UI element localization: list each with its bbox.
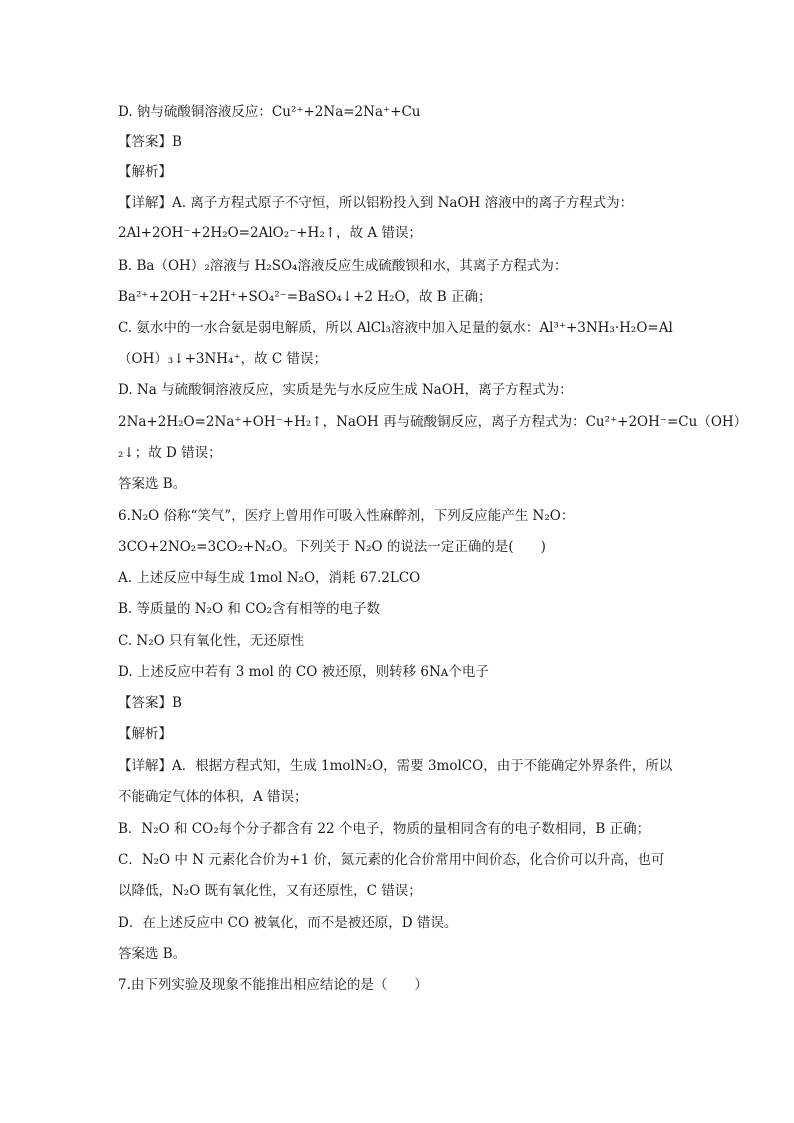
- text-line: C. 氨水中的一水合氨是弱电解质，所以 AlCl₃溶液中加入足量的氨水：Al³⁺+3NH₃·H₂O=Al: [118, 320, 673, 336]
- question-6: 6.N₂O 俗称“笑气”，医疗上曾用作可吸入性麻醉剂，下列反应能产生 N₂O：: [118, 508, 575, 524]
- option-b: B. 等质量的 N₂O 和 CO₂含有相等的电子数: [118, 601, 380, 617]
- option-c: C. N₂O 只有氧化性，无还原性: [118, 633, 305, 649]
- text-line: C．N₂O 中 N 元素化合价为+1 价，氮元素的化合价常用中间价态，化合价可以升高，也可: [118, 852, 665, 868]
- text-line: D．在上述反应中 CO 被氧化，而不是被还原，D 错误。: [118, 915, 458, 931]
- text-line: 以降低，N₂O 既有氧化性，又有还原性，C 错误；: [118, 883, 422, 899]
- text-line: 【答案】B: [118, 695, 182, 711]
- text-line: 【详解】A．根据方程式知，生成 1molN₂O，需要 3molCO，由于不能确定外界条件，所以: [118, 758, 673, 774]
- text-line: 2Al+2OH⁻+2H₂O=2AlO₂⁻+H₂↑，故 A 错误；: [118, 225, 422, 241]
- text-line: B. Ba（OH）₂溶液与 H₂SO₄溶液反应生成硫酸钡和水，其离子方程式为：: [118, 258, 568, 274]
- text-line: 【解析】: [118, 164, 172, 180]
- option-a: A. 上述反应中每生成 1mol N₂O，消耗 67.2LCO: [118, 570, 421, 586]
- text-line: 3CO+2NO₂=3CO₂+N₂O。下列关于 N₂O 的说法一定正确的是( ): [118, 539, 546, 555]
- text-line: （OH）₃↓+3NH₄⁺，故 C 错误；: [118, 351, 327, 367]
- text-line: 【解析】: [118, 726, 172, 742]
- text-line: 2Na+2H₂O=2Na⁺+OH⁻+H₂↑，NaOH 再与硫酸铜反应，离子方程式为：Cu²⁺+2OH⁻=Cu（OH）: [118, 414, 748, 430]
- text-line: 【答案】B: [118, 134, 182, 150]
- question-7: 7.由下列实验及现象不能推出相应结论的是（ ）: [118, 977, 428, 993]
- text-line: D. 钠与硫酸铜溶液反应：Cu²⁺+2Na=2Na⁺+Cu: [118, 104, 421, 120]
- text-line: B．N₂O 和 CO₂每个分子都含有 22 个电子，物质的量相同含有的电子数相同，B 正确；: [118, 821, 651, 837]
- text-line: 答案选 B。: [118, 946, 187, 962]
- text-line: D. Na 与硫酸铜溶液反应，实质是先与水反应生成 NaOH，离子方程式为：: [118, 382, 573, 398]
- option-d: D. 上述反应中若有 3 mol 的 CO 被还原，则转移 6Nᴀ个电子: [118, 664, 489, 680]
- text-line: Ba²⁺+2OH⁻+2H⁺+SO₄²⁻=BaSO₄↓+2 H₂O，故 B 正确；: [118, 289, 492, 305]
- text-line: ₂↓；故 D 错误；: [118, 445, 222, 461]
- text-line: 【详解】A. 离子方程式原子不守恒，所以铝粉投入到 NaOH 溶液中的离子方程式为：: [118, 195, 634, 211]
- text-line: 答案选 B。: [118, 476, 187, 492]
- text-line: 不能确定气体的体积，A 错误；: [118, 789, 308, 805]
